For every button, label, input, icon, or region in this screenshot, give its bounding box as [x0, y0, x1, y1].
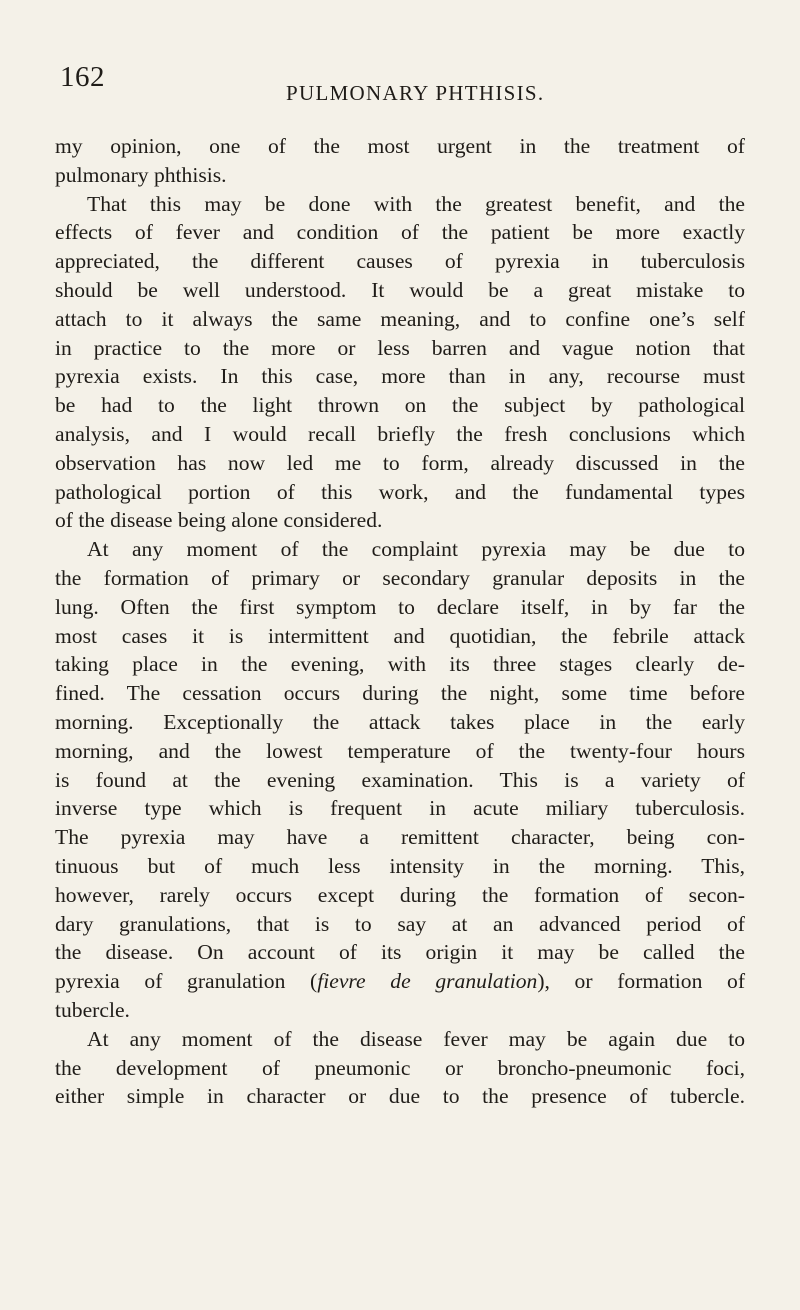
text-line: pyrexia exists. In this case, more than in any, recourse must — [55, 364, 745, 389]
text-line: tinuous but of much less intensity in the morning. This, — [55, 853, 745, 878]
text-line: That this may be done with the greatest benefit, and the — [87, 191, 745, 216]
text-line: the development of pneumonic or broncho-pneumonic foci, — [55, 1055, 745, 1080]
running-head: PULMONARY PHTHISIS. — [286, 81, 545, 105]
text-line: of the disease being alone considered. — [55, 508, 383, 533]
text-line: tubercle. — [55, 997, 130, 1022]
text-line: appreciated, the different causes of pyrexia in tuberculosis — [55, 249, 745, 274]
text-line: At any moment of the disease fever may be again due to — [87, 1026, 745, 1051]
text-line: inverse type which is frequent in acute miliary tuberculosis. — [55, 796, 745, 821]
text-line: pulmonary phthisis. — [55, 162, 227, 187]
text-line: lung. Often the first symptom to declare itself, in by far the — [55, 594, 745, 619]
text-line: At any moment of the complaint pyrexia may be due to — [87, 537, 745, 562]
text-line: the formation of primary or secondary granular deposits in the — [55, 565, 745, 590]
italic-term: fievre de granulation — [317, 969, 538, 994]
text-line: my opinion, one of the most urgent in the treatment of — [55, 134, 745, 158]
text-line: either simple in character or due to the presence of tubercle. — [55, 1084, 745, 1109]
text-line: observation has now led me to form, already discussed in the — [55, 450, 745, 475]
text-line: however, rarely occurs except during the formation of secon- — [55, 882, 745, 907]
body-text — [55, 132, 745, 1111]
text-segment: ), or formation of — [537, 969, 746, 994]
text-line: morning, and the lowest temperature of the twenty-four hours — [55, 738, 745, 763]
text-line: The pyrexia may have a remittent character, being con- — [55, 825, 745, 850]
text-line: fined. The cessation occurs during the night, some time before — [55, 681, 745, 706]
text-line: the disease. On account of its origin it may be called the — [55, 940, 745, 965]
text-line: is found at the evening examination. This is a variety of — [55, 767, 745, 792]
text-line: effects of fever and condition of the patient be more exactly — [55, 220, 745, 245]
text-line: morning. Exceptionally the attack takes place in the early — [55, 709, 745, 734]
text-line: in practice to the more or less barren and vague notion that — [55, 335, 745, 360]
text-line: dary granulations, that is to say at an advanced period of — [55, 911, 745, 936]
text-line: most cases it is intermittent and quotidian, the febrile attack — [55, 623, 745, 648]
text-line: pathological portion of this work, and the fundamental types — [55, 479, 745, 504]
text-line: attach to it always the same meaning, and to confine one’s self — [55, 306, 745, 331]
text-segment: pyrexia of granulation ( — [55, 969, 318, 994]
text-line: taking place in the evening, with its three stages clearly de- — [55, 652, 745, 677]
text-line: be had to the light thrown on the subject by pathological — [55, 393, 745, 418]
text-line-with-italic — [55, 967, 745, 996]
text-line: should be well understood. It would be a great mistake to — [55, 277, 745, 302]
text-line: analysis, and I would recall briefly the fresh conclusions which — [55, 421, 745, 446]
page-number: 162 — [60, 61, 105, 93]
